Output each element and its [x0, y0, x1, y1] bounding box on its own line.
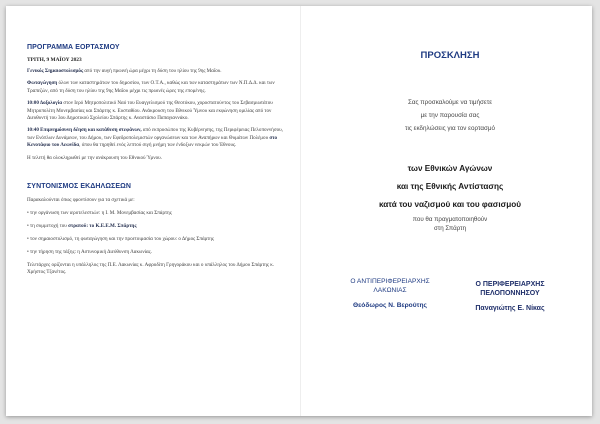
- signature-governor: Ο ΠΕΡΙΦΕΡΕΙΑΡΧΗΣ ΠΕΛΟΠΟΝΝΗΣΟΥ Παναγιώτης Ε. Νίκας: [475, 281, 545, 312]
- program-paragraph-flags: Γενικός Σημαιοστολισμός από την αυγή πρωινή ώρα μέχρι τη δύση του ηλίου της 9ης Μαΐου.: [27, 68, 222, 74]
- program-date: ΤΡΙΤΗ, 9 ΜΑΪΟΥ 2023: [27, 57, 82, 63]
- coordination-intro: Παρακαλούνται όπως φροντίσουν για τα σχετικά με:: [27, 197, 135, 204]
- coordination-item: • τον σημαιοστολισμό, τη φωταγώγηση και την προετοιμασία του χώρου: ο Δήμος Σπάρτης: [27, 236, 214, 243]
- invitation-title: ΠΡΟΣΚΛΗΣΗ: [420, 50, 480, 61]
- coordination-item: • τη συμμετοχή του στρατού: το Κ.Ε.Ε.Μ. Σπάρτης: [27, 223, 137, 230]
- event-title: των Εθνικών Αγώνων και της Εθνικής Αντίστασης κατά του ναζισμού και του φασισμού: [378, 164, 522, 209]
- invitation-panel: [300, 0, 600, 424]
- program-paragraph-doxology: 10:00 Δοξολογία στον Ιερό Μητροπολιτικό Ναό του Ευαγγελισμού της Θεοτόκου, χοροστατούντος του Σεβασμιωτάτου Μητροπολίτη Μονεμβασίας και Σπάρτης κ. Ευσταθίου. Ανάκρουση του Εθνικού Ύμνου και εκφώνηση ομιλίας από τον Διευθυντή του 3ου Δημοτικού Σχολείου Σπάρτης κ. Αναστάσιο Παπαγιαννάκο.: [27, 100, 273, 122]
- event-location: που θα πραγματοποιηθούν στη Σπάρτη: [412, 216, 488, 232]
- invitation-text: Σας προσκαλούμε να τιμήσετε με την παρουσία σας τις εκδηλώσεις για τον εορτασμό: [405, 99, 495, 132]
- coordination-header: ΣΥΝΤΟΝΙΣΜΟΣ ΕΚΔΗΛΩΣΕΩΝ: [27, 183, 131, 191]
- coordination-item: • την τήρηση της τάξης: η Αστυνομική Διεύθυνση Λακωνίας.: [27, 249, 152, 256]
- program-paragraph-lighting: Φωταγώγηση όλων των καταστημάτων του δημοσίου, των Ο.Τ.Α., καθώς και των καταστημάτων των Ν.Π.Δ.Δ. και των Τραπεζών, από τη δύση του ηλίου της 9ης Μαΐου μέχρι τις πρωινές ώρες της επομένης.: [27, 80, 275, 94]
- program-paragraph-wreaths: 10:40 Επιμνημόσυνη δέηση και κατάθεση στεφάνων, από εκπροσώπου της Κυβέρνησης, της Περιφέρειας Πελοποννήσου, των Ενόπλων Δυνάμεων, του Δήμου, των Εφεδροπολεμιστών οργανώσεων και των Αναπήρων και Θυμάτων Πολέμου στο Κενοτάφιο του Λεωνίδα, όπου θα τηρηθεί ενός λεπτού σιγή μνήμη των ένδοξων νεκρών του Έθνους.: [27, 127, 283, 149]
- coordination-item: • την οργάνωση των ιεροτελεστιών: η Ι. Μ. Μονεμβασίας και Σπάρτης: [27, 210, 172, 217]
- program-paragraph-closing: Η τελετή θα ολοκληρωθεί με την ανάκρουση του Εθνικού Ύμνου.: [27, 154, 162, 161]
- coordination-footer: Τελετάρχες ορίζονται η υπάλληλος της Π.Ε. Λακωνίας κ. Αφροδίτη Γρηγοράκου και ο υπάλληλος του Δήμου Σπάρτης κ. Χρήστος Τζανέτος.: [27, 262, 275, 276]
- program-panel: [27, 44, 289, 276]
- signature-deputy-governor: Ο ΑΝΤΙΠΕΡΙΦΕΡΕΙΑΡΧΗΣ ΛΑΚΩΝΙΑΣ Θεόδωρος Ν. Βερούτης: [350, 278, 430, 309]
- program-header: ΠΡΟΓΡΑΜΜΑ ΕΟΡΤΑΣΜΟΥ: [27, 44, 120, 51]
